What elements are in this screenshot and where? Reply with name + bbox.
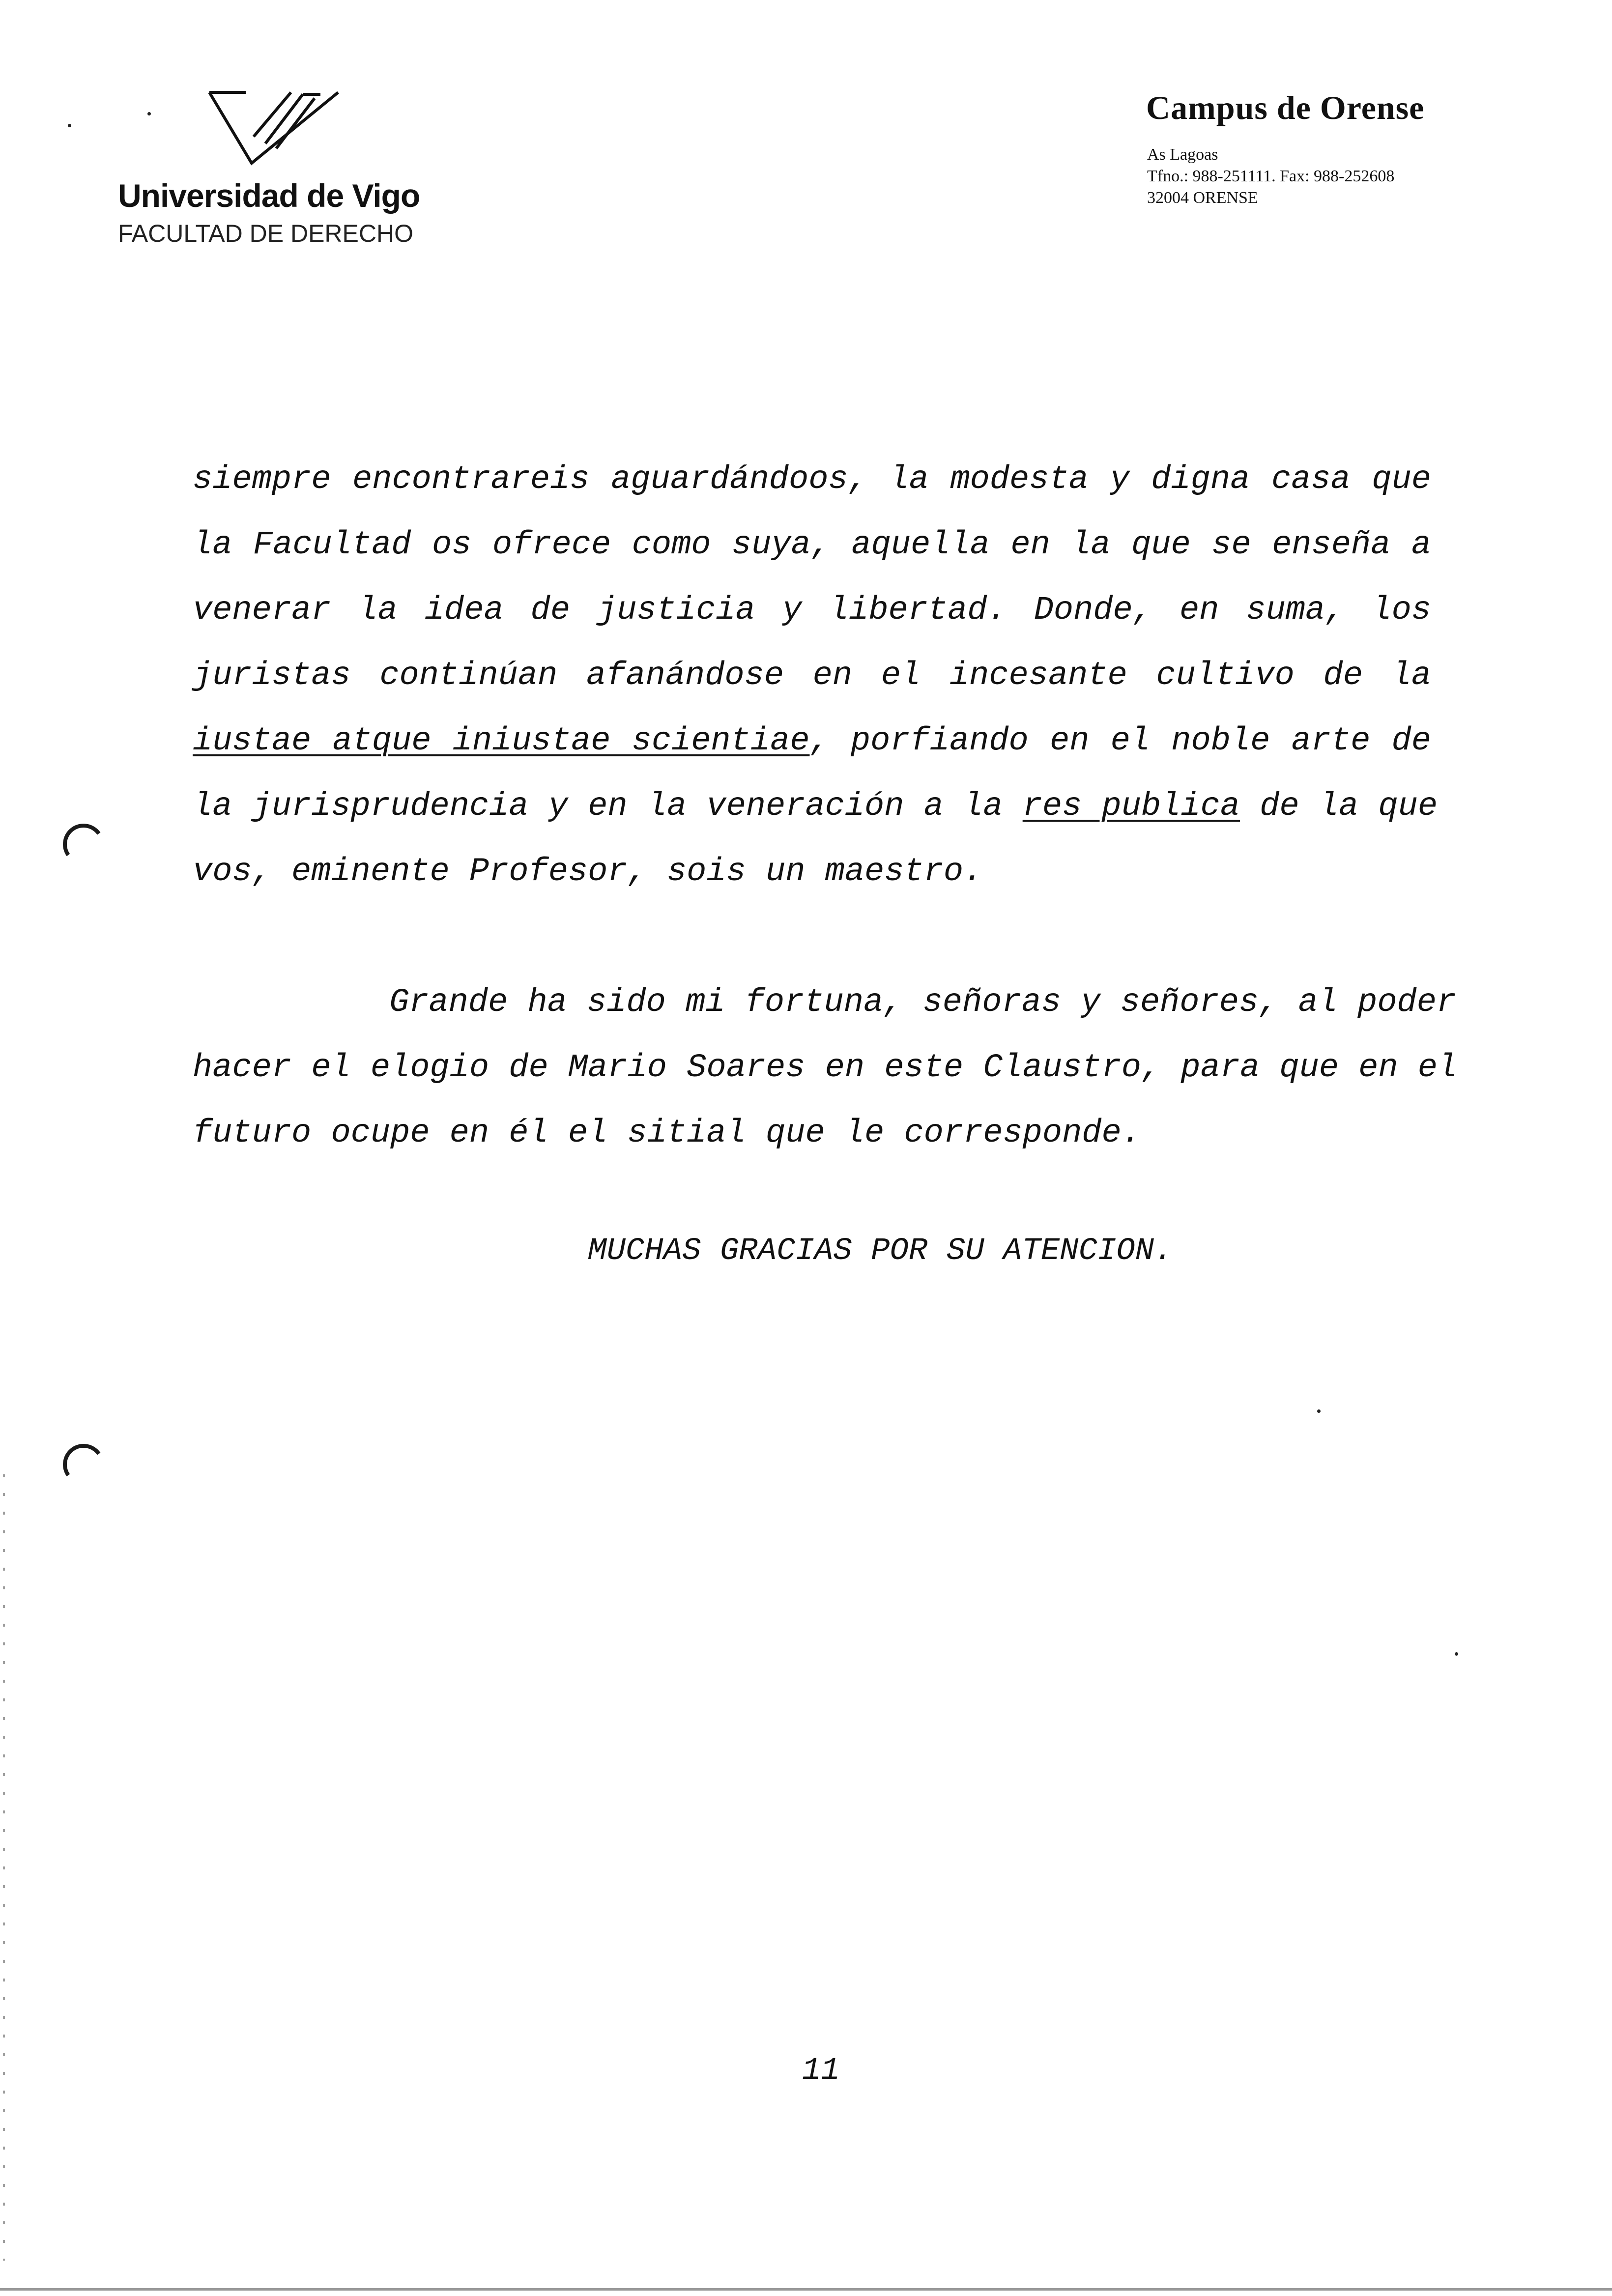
- text-line: futuro ocupe en él el sitial que le corresponde.: [193, 1115, 1141, 1152]
- address-line-1: As Lagoas: [1147, 145, 1218, 164]
- underlined-latin-phrase: iustae atque iniustae scientiae: [193, 722, 810, 760]
- page-number: 11: [802, 2053, 840, 2089]
- text-line: Grande ha sido mi fortuna, señoras y señores, al poder: [389, 984, 1457, 1021]
- text-line: [193, 709, 1431, 774]
- punch-hole-mark: [59, 1440, 107, 1488]
- text-fragment: , porfiando en el noble arte de: [809, 722, 1431, 760]
- text-fragment: de la que: [1260, 788, 1438, 825]
- address-line-2: Tfno.: 988-251111. Fax: 988-252608: [1147, 167, 1395, 185]
- scan-speck: [147, 112, 151, 115]
- text-line: la Facultad os ofrece como suya, aquella en la que se enseña a: [193, 526, 1431, 564]
- text-line: hacer el elogio de Mario Soares en este Claustro, para que en el: [193, 1049, 1458, 1087]
- text-line: juristas continúan afanándose en el incesante cultivo de la: [193, 657, 1431, 694]
- text-line: vos, eminente Profesor, sois un maestro.: [193, 853, 983, 890]
- university-logo: [206, 88, 339, 167]
- text-line: siempre encontrareis aguardándoos, la modesta y digna casa que: [193, 461, 1431, 498]
- letter-body: [193, 447, 1458, 1166]
- underlined-res-publica: res publica: [1022, 788, 1240, 825]
- text-line: venerar la idea de justicia y libertad. Donde, en suma, los: [193, 592, 1431, 629]
- text-fragment: la jurisprudencia y en la veneración a la: [193, 788, 1003, 825]
- university-name: Universidad de Vigo: [118, 177, 420, 214]
- scan-speck: [68, 124, 71, 127]
- text-line: [193, 774, 1438, 839]
- address-line-3: 32004 ORENSE: [1147, 189, 1258, 207]
- scan-edge-artifact: [3, 1474, 5, 2261]
- scan-speck: [1317, 1409, 1321, 1413]
- scan-speck: [1455, 1652, 1458, 1656]
- faculty-name: FACULTAD DE DERECHO: [118, 220, 414, 247]
- closing-line: MUCHAS GRACIAS POR SU ATENCION.: [588, 1234, 1173, 1269]
- punch-hole-mark: [59, 820, 107, 868]
- scan-edge-artifact: [0, 2288, 1612, 2291]
- campus-title: Campus de Orense: [1146, 89, 1425, 126]
